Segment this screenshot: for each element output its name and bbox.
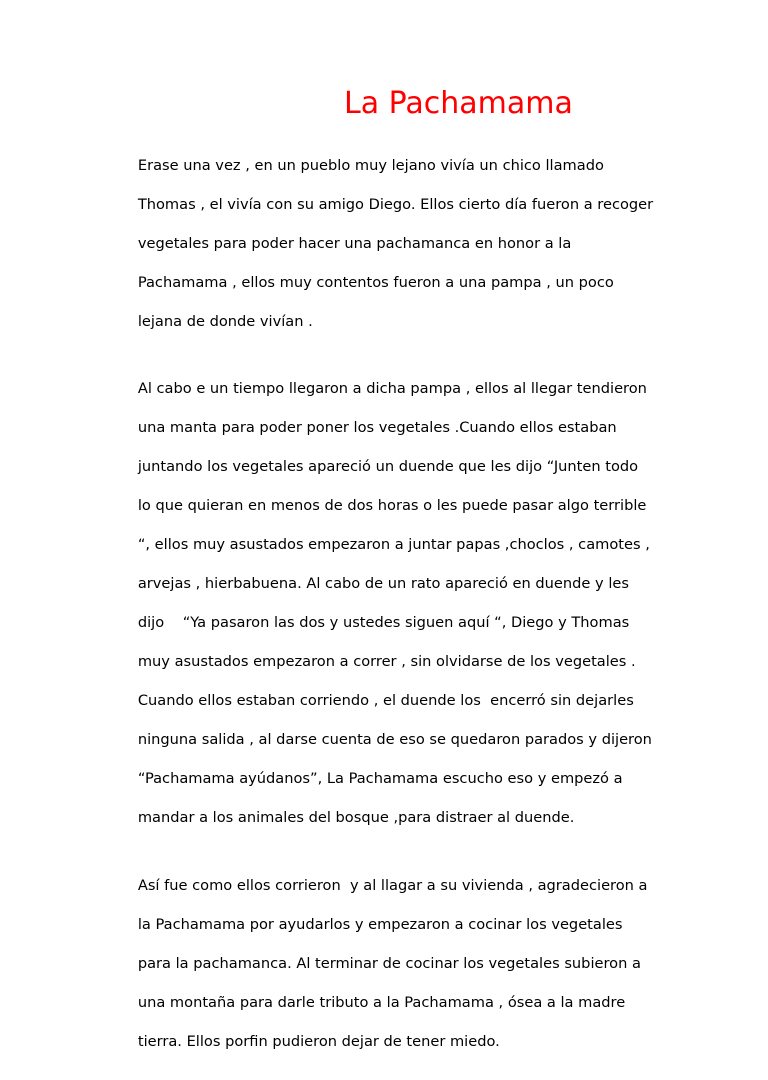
paragraph-line: lo que quieran en menos de dos horas o les puede pasar algo terrible	[137, 497, 647, 514]
paragraph-line: juntando los vegetales apareció un duende que les dijo “Junten todo	[137, 458, 639, 475]
paragraph-line: una manta para poder poner los vegetales .Cuando ellos estaban	[137, 419, 617, 436]
paragraph-line: Erase una vez , en un pueblo muy lejano vivía un chico llamado	[137, 156, 604, 174]
paragraph-line: Thomas , el vivía con su amigo Diego. Ellos cierto día fueron a recoger	[137, 195, 654, 213]
document-title: La Pachamama	[344, 86, 573, 121]
paragraph-line: la Pachamama por ayudarlos y empezaron a cocinar los vegetales	[137, 915, 623, 933]
paragraph-2	[110, 360, 666, 848]
paragraph-3	[110, 856, 666, 1071]
paragraph-line: “, ellos muy asustados empezaron a juntar papas ,choclos , camotes ,	[137, 536, 650, 553]
paragraph-line: vegetales para poder hacer una pachamanca en honor a la	[137, 234, 572, 252]
paragraph-line: dijo “Ya pasaron las dos y ustedes siguen aquí “, Diego y Thomas	[137, 614, 630, 631]
paragraph-line: Así fue como ellos corrieron y al llagar a su vivienda , agradecieron a	[137, 876, 648, 894]
paragraph-line: lejana de donde vivían .	[137, 312, 313, 330]
paragraph-line: Cuando ellos estaban corriendo , el duende los encerró sin dejarles	[137, 692, 634, 709]
paragraph-line: arvejas , hierbabuena. Al cabo de un rato apareció en duende y les	[137, 575, 629, 592]
paragraph-line: mandar a los animales del bosque ,para distraer al duende.	[137, 809, 575, 826]
document-body	[110, 136, 666, 1080]
paragraph-line: tierra. Ellos porfin pudieron dejar de tener miedo.	[137, 1032, 500, 1050]
paragraph-1	[110, 136, 666, 351]
paragraph-line: una montaña para darle tributo a la Pachamama , ósea a la madre	[137, 993, 626, 1011]
paragraph-line: muy asustados empezaron a correr , sin olvidarse de los vegetales .	[137, 653, 636, 670]
paragraph-line: ninguna salida , al darse cuenta de eso se quedaron parados y dijeron	[137, 731, 652, 748]
paragraph-line: Pachamama , ellos muy contentos fueron a una pampa , un poco	[137, 273, 614, 291]
paragraph-line: para la pachamanca. Al terminar de cocinar los vegetales subieron a	[137, 954, 641, 972]
paragraph-line: Al cabo e un tiempo llegaron a dicha pampa , ellos al llegar tendieron	[137, 380, 647, 397]
paragraph-line: “Pachamama ayúdanos”, La Pachamama escucho eso y empezó a	[137, 770, 623, 787]
